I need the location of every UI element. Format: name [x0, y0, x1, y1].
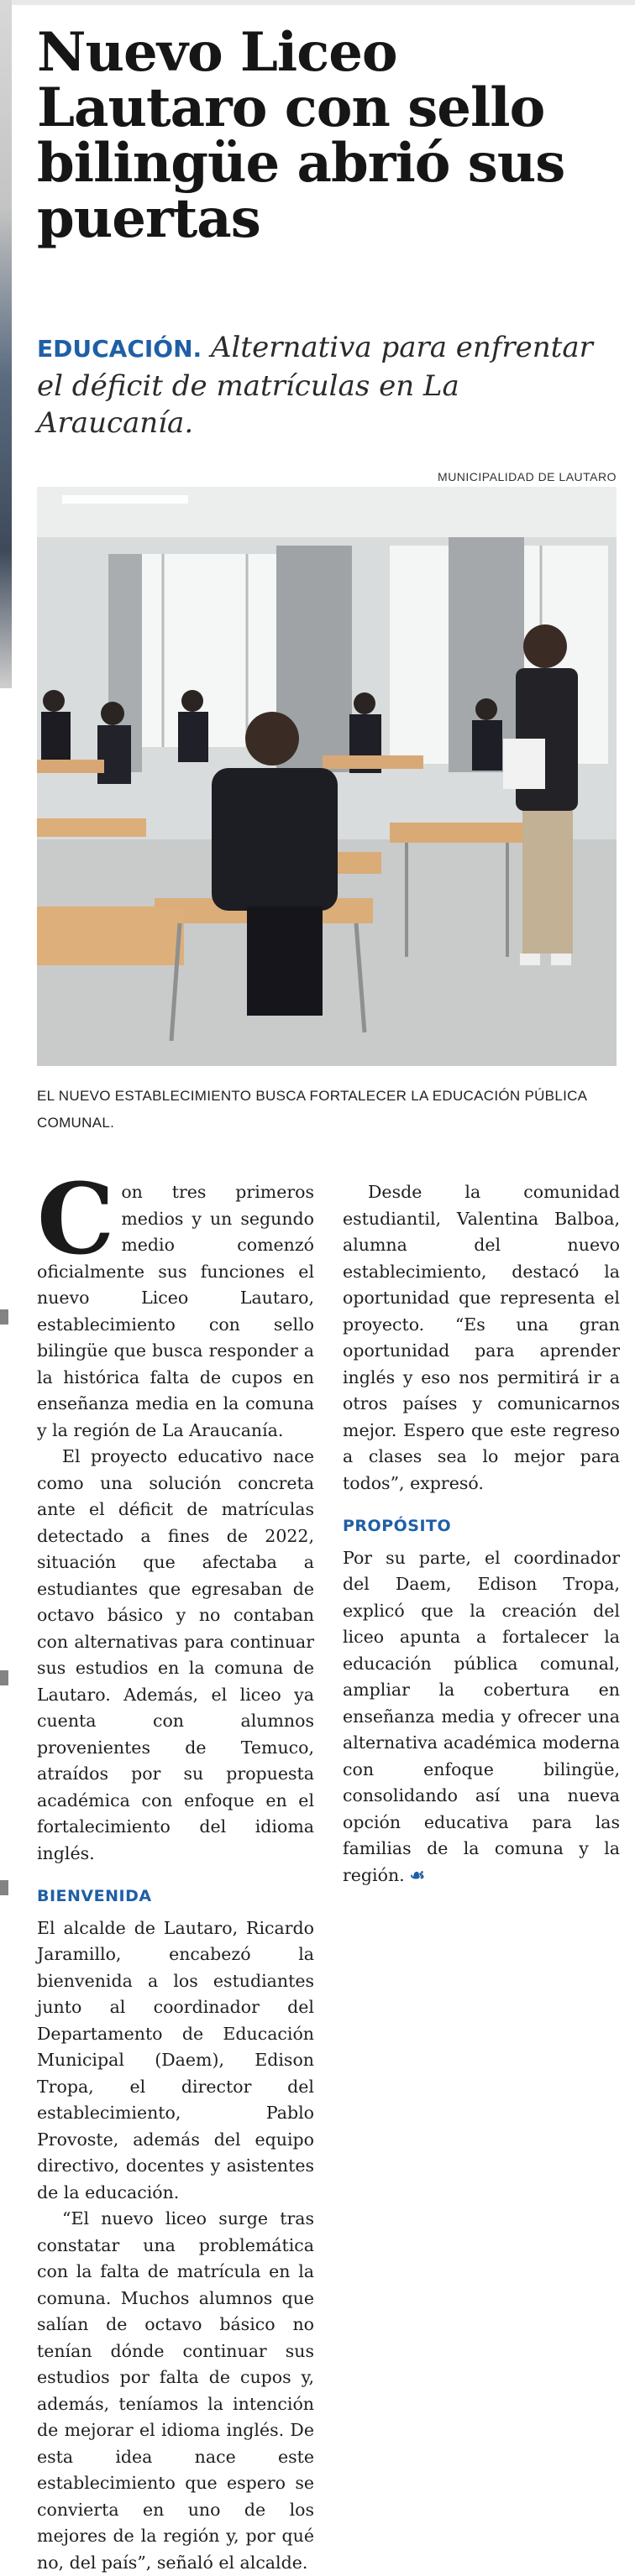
- subhead-bienvenida: BIENVENIDA: [37, 1887, 152, 1905]
- paragraph: El proyecto educativo nace como una solución concreta ante el déficit de matrículas detectado a fines de 2022, situación que afectaba a estudiantes que egresaban de octavo básico y no contaban con alternativas para continuar sus estudios en la comuna de Lautaro. Además, el liceo ya cuenta con alumnos provenientes de Temuco, atraídos por su propuesta académica con enfoque en el fortalecimiento del idioma inglés.: [37, 1446, 314, 1863]
- end-mark-icon: ☙: [409, 1864, 426, 1885]
- quote-text: “El nuevo liceo surge tras constatar una problemática con la falta de matrícula en la comuna. Muchos alumnos que salían de octavo básico no tenían dónde continuar sus estudios por falta de cupos y, además, teníamos la intención de mejorar el idioma inglés. De esta idea nace este establecimiento que espero se convierta en uno de los mejores de la región y, por qué no, del país”, señaló el alcalde.: [37, 2208, 314, 2573]
- deck-text: Alternativa para enfrentar el déficit de matrículas en La Araucanía.: [37, 331, 593, 440]
- margin-mark: [0, 1880, 8, 1895]
- photo-credit: MUNICIPALIDAD DE LAUTARO: [438, 470, 617, 483]
- margin-mark: [0, 1670, 8, 1685]
- drop-cap: C: [37, 1163, 115, 1277]
- margin-mark: [0, 1309, 8, 1325]
- classroom-illustration: [37, 487, 617, 1066]
- paragraph-lead: [37, 1163, 314, 1444]
- paragraph-quote-start: [37, 2206, 314, 2576]
- deck: [37, 329, 617, 442]
- headline: Nuevo Liceo Lautaro con sello bilingüe abrió sus puertas: [37, 21, 565, 250]
- column-right: [343, 1179, 620, 1889]
- photo-caption: EL NUEVO ESTABLECIMIENTO BUSCA FORTALECER LA EDUCACIÓN PÚBLICA COMUNAL.: [37, 1088, 587, 1131]
- final-text: Por su parte, el coordinador del Daem, Edison Tropa, explicó que la creación del liceo apunta a fortalecer la educación pública comunal, ampliar la cobertura en enseñanza media y ofrecer una alternativa académica moderna con enfoque bilingüe, consolidando así una nueva opción educativa para las familias de la comuna y la región.: [343, 1547, 620, 1885]
- subhead-proposito: PROPÓSITO: [343, 1517, 452, 1535]
- adjacent-page-edge: [0, 0, 12, 688]
- top-rule: [0, 0, 635, 5]
- paragraph-final: [343, 1545, 620, 1889]
- paragraph: El alcalde de Lautaro, Ricardo Jaramillo, encabezó la bienvenida a los estudiantes junto al coordinador del Departamento de Educación Municipal (Daem), Edison Tropa, el director del establecimiento, Pablo Provoste, además del equipo directivo, docentes y asistentes de la educación.: [37, 1917, 314, 2202]
- section-kicker: EDUCACIÓN.: [37, 335, 202, 363]
- lead-text: on tres primeros medios y un segundo medio comenzó oficialmente sus funciones el nuevo Liceo Lautaro, establecimiento con sello bilingüe que busca responder a la histórica falta de cupos en enseñanza media en la comuna y la región de La Araucanía.: [37, 1182, 314, 1440]
- classroom-photo: [37, 487, 617, 1066]
- paragraph: Desde la comunidad estudiantil, Valentina Balboa, alumna del nuevo establecimiento, destacó la oportunidad que representa el proyecto. “Es una gran oportunidad para aprender inglés y eso nos permitirá ir a otros países y comunicarnos mejor. Espero que este regreso a clases sea lo mejor para todos”, expresó.: [343, 1182, 620, 1493]
- column-left: [37, 1163, 314, 2576]
